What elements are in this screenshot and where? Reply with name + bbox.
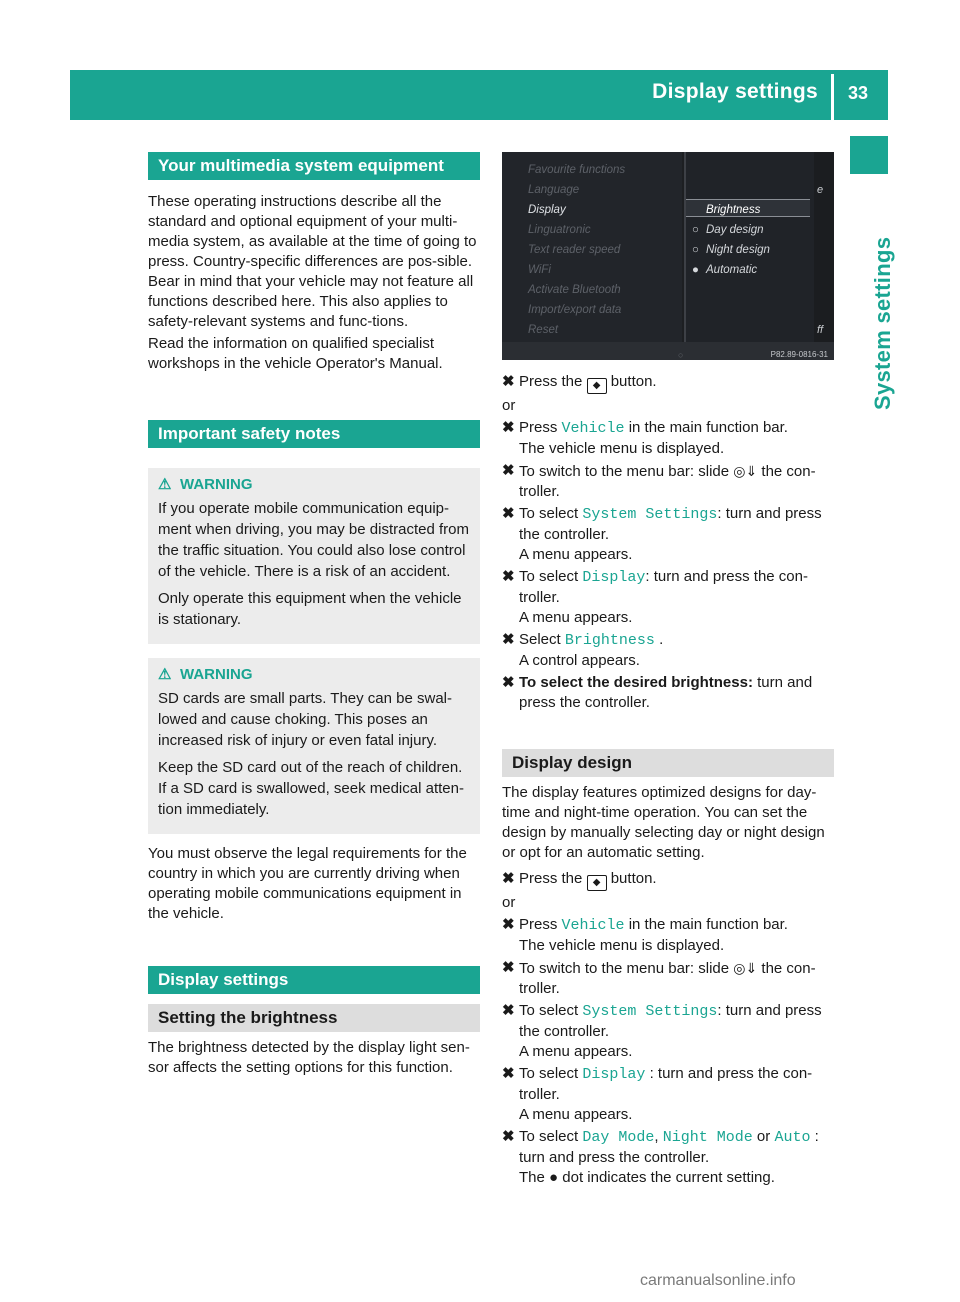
- warning-box-sd-card: [148, 658, 480, 834]
- radio-marker-selected: ●: [692, 264, 699, 276]
- watermark: carmanualsonline.info: [640, 1272, 796, 1289]
- menu-item: Text reader speed: [528, 244, 621, 256]
- warning-label: WARNING: [180, 666, 253, 683]
- warning-triangle-icon: ⚠: [158, 666, 172, 683]
- step-arrow-icon: ✖: [502, 568, 515, 585]
- step-arrow-icon: ✖: [502, 916, 515, 933]
- intro-paragraph: These operating instructions describe all the standard and optional equipment of your multi-media system, as available at the time of going to press. Country-specific differences are pos-sible. Bear in mind that your vehicle may not feature all functions described here. This also applies to safety-relevant systems and func-tions.: [148, 193, 477, 330]
- menu-item: Reset: [528, 324, 559, 336]
- menu-item-selected: Display: [528, 204, 566, 216]
- radio-marker: ○: [692, 224, 699, 236]
- step-arrow-icon: ✖: [502, 959, 515, 976]
- section-heading-display-settings: Display settings: [148, 966, 480, 994]
- step-arrow-icon: ✖: [502, 674, 515, 691]
- or-text: or: [502, 894, 516, 911]
- warning-label: WARNING: [180, 476, 253, 493]
- step-select-mode: ✖ To select Day Mode, Night Mode or Auto : turn and press the controller. The ● dot indicates the current setting.: [502, 1128, 819, 1186]
- step-slide-controller: ✖ To switch to the menu bar: slide ◎⇓ the con-troller.: [502, 959, 816, 997]
- submenu-item-automatic: Automatic: [706, 264, 758, 276]
- menu-item: Linguatronic: [528, 224, 591, 236]
- menu-item: Language: [528, 184, 580, 196]
- radio-marker: ○: [692, 244, 699, 256]
- step-arrow-icon: ✖: [502, 1128, 515, 1145]
- warning-text: If you operate mobile communication equip-ment when driving, you may be distracted from the traffic situation. You could also lose control of the vehicle. There is a risk of an accident.: [158, 500, 469, 580]
- menu-item: Import/export data: [528, 304, 622, 316]
- screen-edge-text: e: [817, 184, 824, 196]
- step-press-vehicle: ✖ Press Vehicle in the main function bar. The vehicle menu is displayed.: [502, 916, 788, 954]
- step-select-system-settings: ✖ To select System Settings: turn and press the controller. A menu appears.: [502, 505, 822, 563]
- or-text: or: [502, 397, 516, 414]
- vehicle-button-icon: ◆: [587, 378, 607, 394]
- controller-slide-icon: ◎⇓: [733, 960, 758, 976]
- display-design-paragraph: The display features optimized designs for day-time and night-time operation. You can set the design by manually selecting day or night design or opt for an automatic setting.: [502, 784, 825, 861]
- step-arrow-icon: ✖: [502, 631, 515, 648]
- current-setting-dot-icon: ●: [549, 1169, 559, 1186]
- screen-footer-icon: ○: [678, 350, 684, 360]
- section-heading-safety: Important safety notes: [148, 420, 480, 448]
- warning-triangle-icon: ⚠: [158, 476, 172, 493]
- step-arrow-icon: ✖: [502, 1002, 515, 1019]
- warning-text: Only operate this equipment when the vehicle is stationary.: [158, 590, 462, 628]
- figure-code: P82.89-0816-31: [770, 350, 828, 359]
- vehicle-button-icon: ◆: [587, 875, 607, 891]
- warning-header: [158, 472, 470, 498]
- right-column: [502, 152, 834, 1190]
- left-column: [148, 152, 480, 1080]
- warning-text: SD cards are small parts. They can be swal-lowed and cause choking. This poses an increased risk of injury or even fatal injury.: [158, 690, 453, 749]
- brightness-paragraph: The brightness detected by the display light sen-sor affects the setting options for this function.: [148, 1039, 470, 1076]
- legal-paragraph: You must observe the legal requirements for the country in which you are currently driving when operating mobile communications equipment in the vehicle.: [148, 845, 467, 922]
- page-header: [70, 70, 888, 120]
- warning-box-distraction: [148, 468, 480, 644]
- submenu-item-brightness: Brightness: [706, 204, 761, 216]
- warning-text: Keep the SD card out of the reach of children. If a SD card is swallowed, seek medical atten-tion immediately.: [158, 759, 464, 818]
- step-select-system-settings: ✖ To select System Settings: turn and press the controller. A menu appears.: [502, 1002, 822, 1060]
- step-arrow-icon: ✖: [502, 870, 515, 887]
- section-heading-multimedia: Your multimedia system equipment: [148, 152, 480, 180]
- step-press-button: ✖ Press the ◆ button.: [502, 372, 834, 394]
- step-arrow-icon: ✖: [502, 505, 515, 522]
- step-select-brightness: ✖ Select Brightness . A control appears.: [502, 631, 664, 669]
- screen-edge-text: ff: [817, 324, 824, 336]
- subheading-brightness: Setting the brightness: [148, 1004, 480, 1032]
- header-separator: [831, 74, 834, 120]
- display-menu-screenshot: [502, 152, 834, 360]
- workshop-paragraph: Read the information on qualified specialist workshops in the vehicle Operator's Manual.: [148, 335, 443, 372]
- step-slide-controller: ✖ To switch to the menu bar: slide ◎⇓ the con-troller.: [502, 462, 816, 500]
- step-arrow-icon: ✖: [502, 419, 515, 436]
- side-tab: [848, 200, 895, 410]
- menu-item: WiFi: [528, 264, 551, 276]
- warning-header: [158, 662, 470, 688]
- step-select-display: ✖ To select Display: turn and press the con-troller. A menu appears.: [502, 568, 808, 626]
- step-arrow-icon: ✖: [502, 462, 515, 479]
- step-press-vehicle: ✖ Press Vehicle in the main function bar. The vehicle menu is displayed.: [502, 419, 788, 457]
- step-select-display: ✖ To select Display : turn and press the con-troller. A menu appears.: [502, 1065, 813, 1123]
- menu-item: Activate Bluetooth: [528, 284, 621, 296]
- side-tab-marker: [850, 136, 888, 174]
- step-press-button: ✖ Press the ◆ button.: [502, 869, 834, 891]
- controller-slide-icon: ◎⇓: [733, 463, 758, 479]
- step-set-brightness: ✖ To select the desired brightness: turn and press the controller.: [502, 674, 813, 711]
- step-arrow-icon: ✖: [502, 1065, 515, 1082]
- page-number: 33: [847, 83, 868, 103]
- side-tab-label: System settings: [870, 236, 895, 410]
- submenu-item-night-design: Night design: [706, 244, 770, 256]
- header-title: Display settings: [652, 80, 818, 103]
- subheading-display-design: Display design: [502, 749, 834, 777]
- menu-item: Favourite functions: [528, 164, 626, 176]
- submenu-item-day-design: Day design: [706, 224, 764, 236]
- step-arrow-icon: ✖: [502, 373, 515, 390]
